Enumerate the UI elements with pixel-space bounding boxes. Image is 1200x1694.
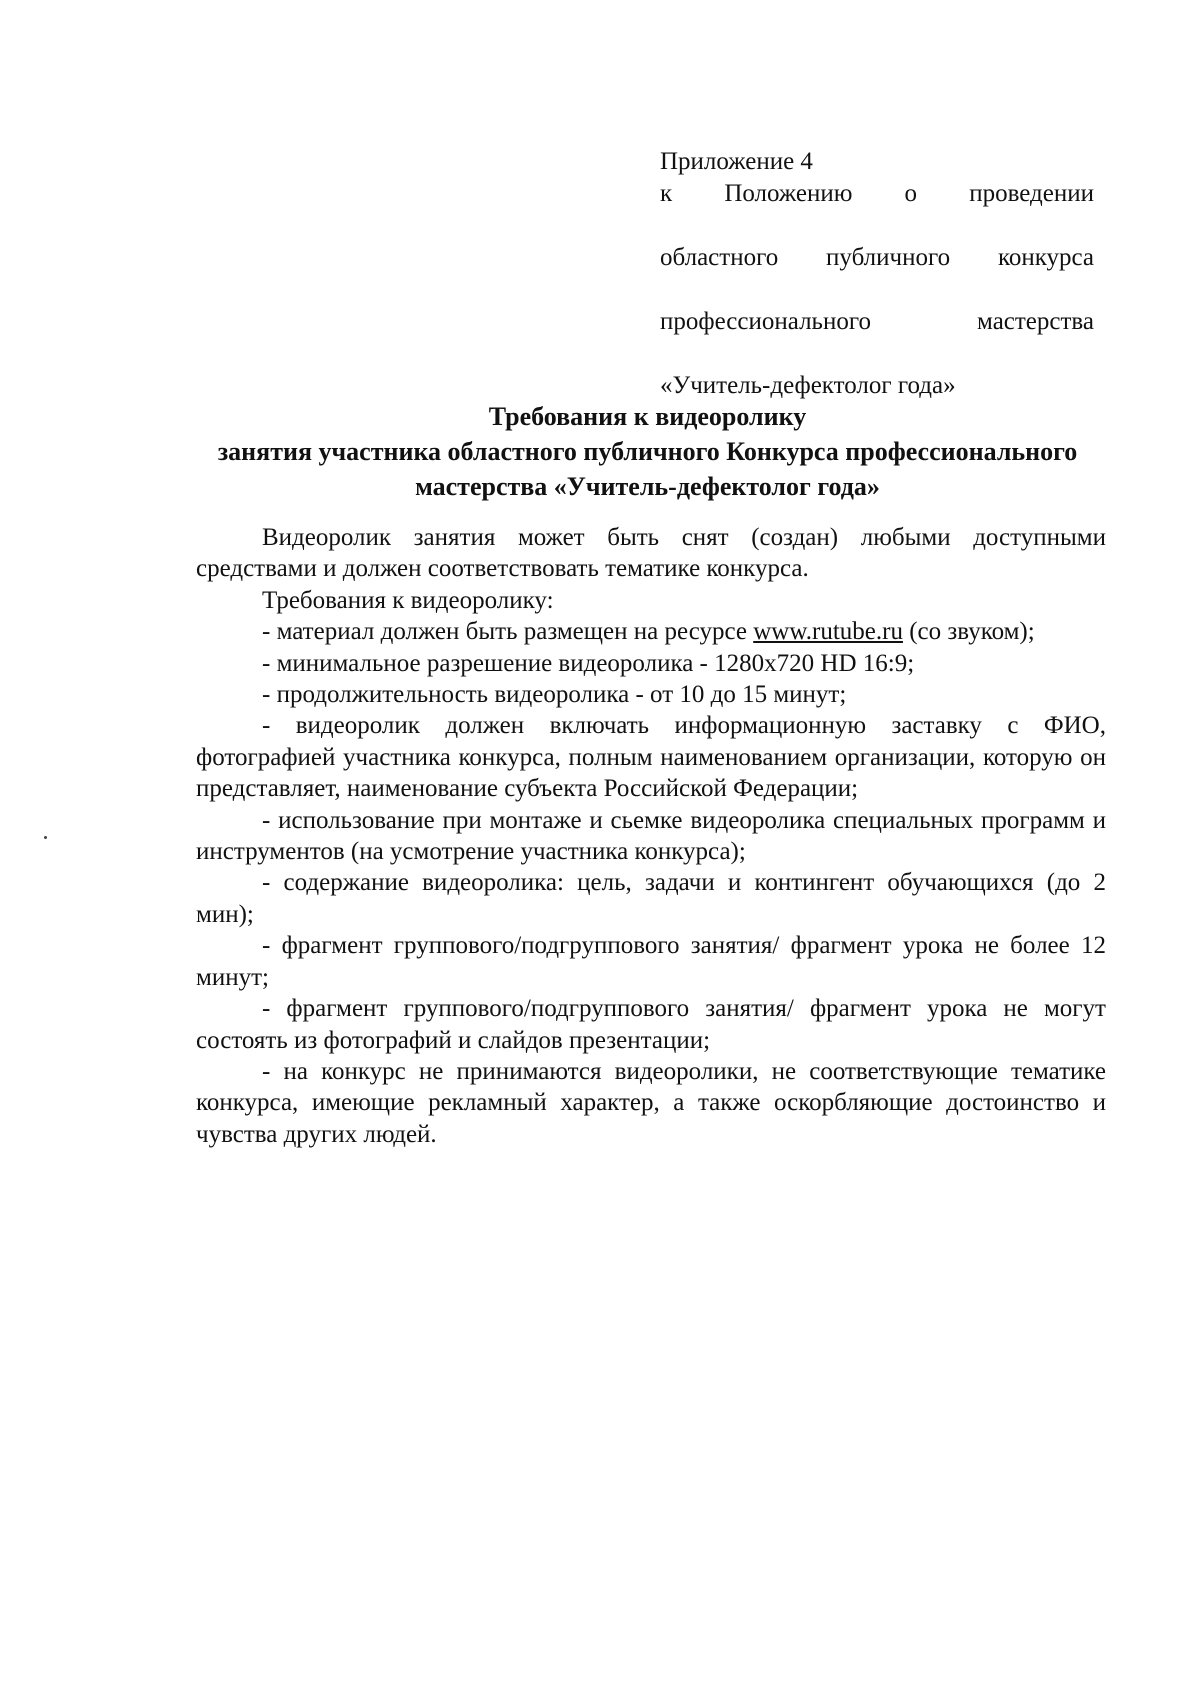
requirement-item-1-text: - материал должен быть размещен на ресурсе	[262, 618, 754, 646]
heading-line-1: Требования к видеоролику	[488, 402, 807, 431]
appendix-line-1: к Положению о проведении	[660, 180, 1094, 207]
document-body	[196, 522, 1106, 1150]
requirement-item-9: - на конкурс не принимаются видеоролики, не соответствующие тематике конкурса, имеющие рекламный характер, а также оскорбляющие достоинство и чувства других людей.	[196, 1057, 1106, 1148]
appendix-line-3: профессионального мастерства	[660, 308, 1094, 335]
document-heading	[190, 399, 1105, 504]
heading-line-3: мастерства «Учитель-дефектолог года»	[415, 472, 880, 501]
appendix-line-4: «Учитель-дефектолог года»	[660, 372, 956, 399]
appendix-block	[660, 146, 1094, 402]
requirements-title: Требования к видеоролику:	[262, 586, 554, 614]
requirement-item-7: - фрагмент группового/подгруппового занятия/ фрагмент урока не более 12 минут;	[196, 932, 1106, 991]
rutube-link[interactable]: www.rutube.ru	[753, 618, 903, 646]
heading-line-2: занятия участника областного публичного Конкурса профессионального	[217, 437, 1078, 466]
appendix-line-2: областного публичного конкурса	[660, 244, 1094, 271]
appendix-title: Приложение 4	[660, 148, 813, 175]
requirement-item-3: - продолжительность видеоролика - от 10 до 15 минут;	[262, 681, 847, 709]
requirement-item-4: - видеоролик должен включать информационную заставку с ФИО, фотографией участника конкурса, полным наименованием организации, которую он представляет, наименование субъекта Российской Федерации;	[196, 712, 1106, 803]
requirement-item-8: - фрагмент группового/подгруппового занятия/ фрагмент урока не могут состоять из фотографий и слайдов презентации;	[196, 995, 1106, 1054]
requirement-item-1-tail: (со звуком);	[902, 618, 1035, 646]
requirement-item-2: - минимальное разрешение видеоролика - 1280x720 HD 16:9;	[262, 649, 915, 677]
scan-speck	[44, 836, 47, 839]
requirement-item-6: - содержание видеоролика: цель, задачи и контингент обучающихся (до 2 мин);	[196, 869, 1106, 928]
intro-paragraph: Видеоролик занятия может быть снят (создан) любыми доступными средствами и должен соответствовать тематике конкурса.	[196, 524, 1106, 583]
requirement-item-1	[196, 616, 1106, 647]
requirement-item-5: - использование при монтаже и сьемке видеоролика специальных программ и инструментов (на усмотрение участника конкурса);	[196, 806, 1106, 866]
